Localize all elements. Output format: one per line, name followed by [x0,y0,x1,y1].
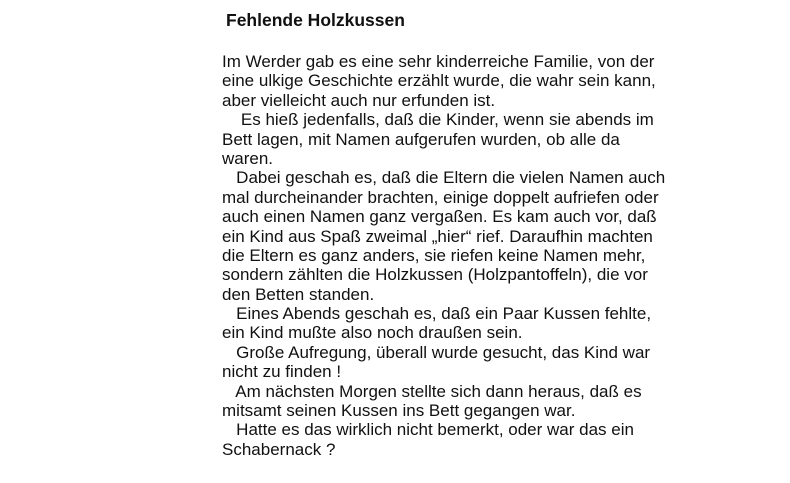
text-line: nicht zu finden ! [222,362,342,382]
text-line: Dabei geschah es, daß die Eltern die vielen Namen auch [222,168,666,188]
text-line: Es hieß jedenfalls, daß die Kinder, wenn sie abends im [222,110,654,130]
text-line: ein Kind mußte also noch draußen sein. [222,323,523,343]
text-line: den Betten standen. [222,284,375,304]
text-line: Große Aufregung, überall wurde gesucht, das Kind war [222,342,651,362]
text-line: Hatte es das wirklich nicht bemerkt, oder war das ein [222,420,634,440]
text-line: Im Werder gab es eine sehr kinderreiche Familie, von der [222,52,655,71]
text-line: die Eltern es ganz anders, sie riefen keine Namen mehr, [222,245,646,265]
text-line: Am nächsten Morgen stellte sich dann heraus, daß es [222,381,642,401]
text-line: mal durcheinander brachten, einige doppelt aufriefen oder [222,187,659,207]
text-line: aber vielleicht auch nur erfunden ist. [222,90,496,110]
text-line: mitsamt seinen Kussen ins Bett gegangen war. [222,401,576,421]
text-line: auch einen Namen ganz vergaßen. Es kam auch vor, daß [222,207,657,227]
text-line: Eines Abends geschah es, daß ein Paar Kussen fehlte, [222,304,652,324]
document-body [222,52,692,459]
text-line: sondern zählten die Holzkussen (Holzpantoffeln), die vor [222,265,648,285]
text-line: ein Kind aus Spaß zweimal „hier“ rief. Daraufhin machten [222,226,653,246]
document-title: Fehlende Holzkussen [226,10,405,30]
text-line: Schabernack ? [222,439,336,459]
text-line: waren. [222,148,274,168]
text-line: Bett lagen, mit Namen aufgerufen wurden, ob alle da [222,129,620,149]
text-line: eine ulkige Geschichte erzählt wurde, die wahr sein kann, [222,71,656,91]
